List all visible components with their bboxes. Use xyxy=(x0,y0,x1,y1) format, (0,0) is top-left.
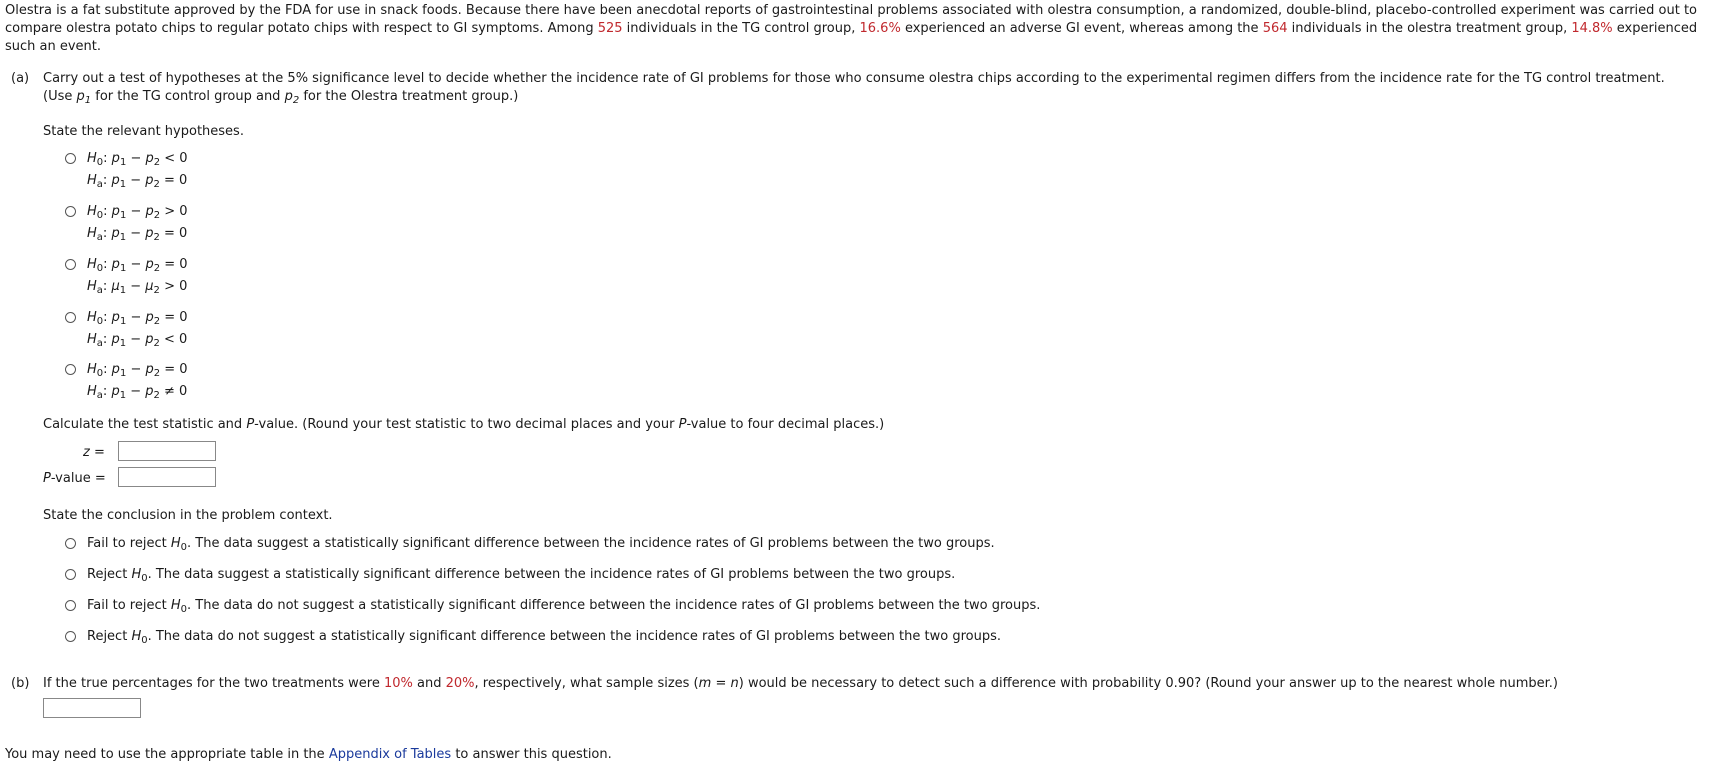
p-symbol: P xyxy=(678,417,687,432)
equals-sign: = xyxy=(93,445,105,460)
n-symbol: n xyxy=(730,676,739,691)
part-b-text: If the true percentages for the two treatments were xyxy=(43,676,384,691)
null-hypothesis: $H_0$: $p_1 - p_2 > 0$ xyxy=(87,204,188,221)
pct-1: 10% xyxy=(383,676,413,691)
part-b-text: ) would be necessary to detect such a difference with probability 0.90? (Round your answer up to the nearest whole number.) xyxy=(738,676,1558,691)
conclusion-option-radio[interactable] xyxy=(65,538,76,549)
olestra-percent: 14.8% xyxy=(1571,21,1613,36)
z-symbol: z xyxy=(83,445,90,460)
sample-size-input[interactable] xyxy=(43,698,141,718)
part-b-label: (b) xyxy=(11,676,30,691)
part-a-label: (a) xyxy=(11,71,30,86)
hypothesis-option-radio[interactable] xyxy=(65,364,76,375)
calc-prompt xyxy=(43,416,884,434)
olestra-count: 564 xyxy=(1262,21,1288,36)
conclusion-option-radio[interactable] xyxy=(65,600,76,611)
p2-symbol: $p_2$ xyxy=(284,89,300,106)
problem-intro xyxy=(5,2,1711,56)
intro-text: experienced such an event. xyxy=(5,21,1698,54)
alternative-hypothesis: $H_a$: $p_1 - p_2 \ne 0$ xyxy=(87,384,188,401)
h0-operator: = 0 xyxy=(164,310,188,325)
conclusion-prompt: State the conclusion in the problem context. xyxy=(43,508,333,523)
calc-text: -value. (Round your test statistic to two decimal places and your xyxy=(254,417,679,432)
conclusion-option-radio[interactable] xyxy=(65,569,76,580)
appendix-link[interactable]: Appendix of Tables xyxy=(328,747,452,762)
conclusion-option-text: Fail to reject $H_0$. The data suggest a statistically significant difference between the incidence rates of GI problems between the two groups. xyxy=(87,536,995,553)
p1-symbol: $p_1$ xyxy=(76,89,92,106)
pct-2: 20% xyxy=(445,676,475,691)
h0-operator: > 0 xyxy=(164,204,188,219)
tg-count: 525 xyxy=(597,21,623,36)
null-hypothesis: $H_0$: $p_1 - p_2 = 0$ xyxy=(87,257,188,274)
p-value-label xyxy=(43,470,106,488)
alternative-hypothesis: $H_a$: $p_1 - p_2 = 0$ xyxy=(87,173,188,190)
null-hypothesis: $H_0$: $p_1 - p_2 = 0$ xyxy=(87,362,188,379)
equals-sign: = xyxy=(711,676,731,691)
conclusion-lead: Fail to reject xyxy=(87,536,171,551)
ha-operator: < 0 xyxy=(164,332,188,347)
ha-operator: = 0 xyxy=(164,226,188,241)
conclusion-rest: . The data do not suggest a statistically significant difference between the incidence rates of GI problems between the two groups. xyxy=(147,629,1001,644)
calc-text: Calculate the test statistic and xyxy=(43,417,247,432)
alternative-hypothesis: $H_a$: $\mu_1 - \mu_2 > 0$ xyxy=(87,279,188,296)
footer-text: to answer this question. xyxy=(451,747,612,762)
intro-text: Olestra is a fat substitute approved by the FDA for use in snack foods. Because there have been anecdotal reports of gastrointestinal problems associated with olestra consumption, a randomized, double-blind, placebo-controlled experiment was carried out to compare olestra potato chips to regular potato chips with respect to GI symptoms. Among xyxy=(5,3,1697,36)
tg-percent: 16.6% xyxy=(859,21,901,36)
conclusion-option-text: Fail to reject $H_0$. The data do not suggest a statistically significant difference between the incidence rates of GI problems between the two groups. xyxy=(87,598,1041,615)
ha-operator: > 0 xyxy=(164,279,188,294)
conclusion-lead: Reject xyxy=(87,567,132,582)
calc-text: -value to four decimal places.) xyxy=(686,417,885,432)
ha-operator: = 0 xyxy=(164,173,188,188)
conclusion-rest: . The data do not suggest a statistically significant difference between the incidence rates of GI problems between the two groups. xyxy=(187,598,1041,613)
m-symbol: m xyxy=(698,676,712,691)
hypothesis-option-radio[interactable] xyxy=(65,259,76,270)
footer-text: You may need to use the appropriate table in the xyxy=(5,747,329,762)
usage-text: for the Olestra treatment group.) xyxy=(299,89,519,104)
p-symbol: P xyxy=(43,471,51,486)
z-input[interactable] xyxy=(118,441,216,461)
hypotheses-prompt: State the relevant hypotheses. xyxy=(43,124,244,139)
conclusion-lead: Reject xyxy=(87,629,132,644)
usage-text: (Use xyxy=(43,89,77,104)
part-b-text: and xyxy=(412,676,446,691)
conclusion-option-text: Reject $H_0$. The data suggest a statistically significant difference between the incidence rates of GI problems between the two groups. xyxy=(87,567,956,584)
p-value-input[interactable] xyxy=(118,467,216,487)
conclusion-rest: . The data suggest a statistically significant difference between the incidence rates of GI problems between the two groups. xyxy=(187,536,995,551)
null-hypothesis: $H_0$: $p_1 - p_2 < 0$ xyxy=(87,151,188,168)
z-label xyxy=(83,444,105,462)
h0-operator: = 0 xyxy=(164,257,188,272)
alternative-hypothesis: $H_a$: $p_1 - p_2 < 0$ xyxy=(87,332,188,349)
alternative-hypothesis: $H_a$: $p_1 - p_2 = 0$ xyxy=(87,226,188,243)
hypothesis-option-radio[interactable] xyxy=(65,206,76,217)
conclusion-option-text: Reject $H_0$. The data do not suggest a statistically significant difference between the incidence rates of GI problems between the two groups. xyxy=(87,629,1001,646)
conclusion-option-radio[interactable] xyxy=(65,631,76,642)
equals-sign: = xyxy=(94,471,106,486)
part-a-text: Carry out a test of hypotheses at the 5% significance level to decide whether the incidence rate of GI problems for those who consume olestra chips according to the experimental regimen differs from the incidence rate for the TG control treatment. xyxy=(43,71,1665,86)
part-b-text: , respectively, what sample sizes ( xyxy=(474,676,699,691)
footer-note xyxy=(5,746,612,764)
hypothesis-option-radio[interactable] xyxy=(65,312,76,323)
conclusion-rest: . The data suggest a statistically significant difference between the incidence rates of GI problems between the two groups. xyxy=(147,567,956,582)
intro-text: experienced an adverse GI event, whereas among the xyxy=(900,21,1263,36)
conclusion-lead: Fail to reject xyxy=(87,598,171,613)
part-a-usage-note xyxy=(43,88,1713,106)
p-symbol: P xyxy=(246,417,255,432)
hypothesis-option-radio[interactable] xyxy=(65,153,76,164)
part-a-question xyxy=(43,70,1713,106)
usage-text: for the TG control group and xyxy=(91,89,285,104)
part-b-question xyxy=(43,675,1713,693)
null-hypothesis: $H_0$: $p_1 - p_2 = 0$ xyxy=(87,310,188,327)
h0-operator: < 0 xyxy=(164,151,188,166)
ha-operator: ≠ 0 xyxy=(164,384,188,399)
p-value-label-text: -value xyxy=(50,471,91,486)
intro-text: individuals in the olestra treatment group, xyxy=(1287,21,1572,36)
intro-text: individuals in the TG control group, xyxy=(622,21,860,36)
h0-operator: = 0 xyxy=(164,362,188,377)
